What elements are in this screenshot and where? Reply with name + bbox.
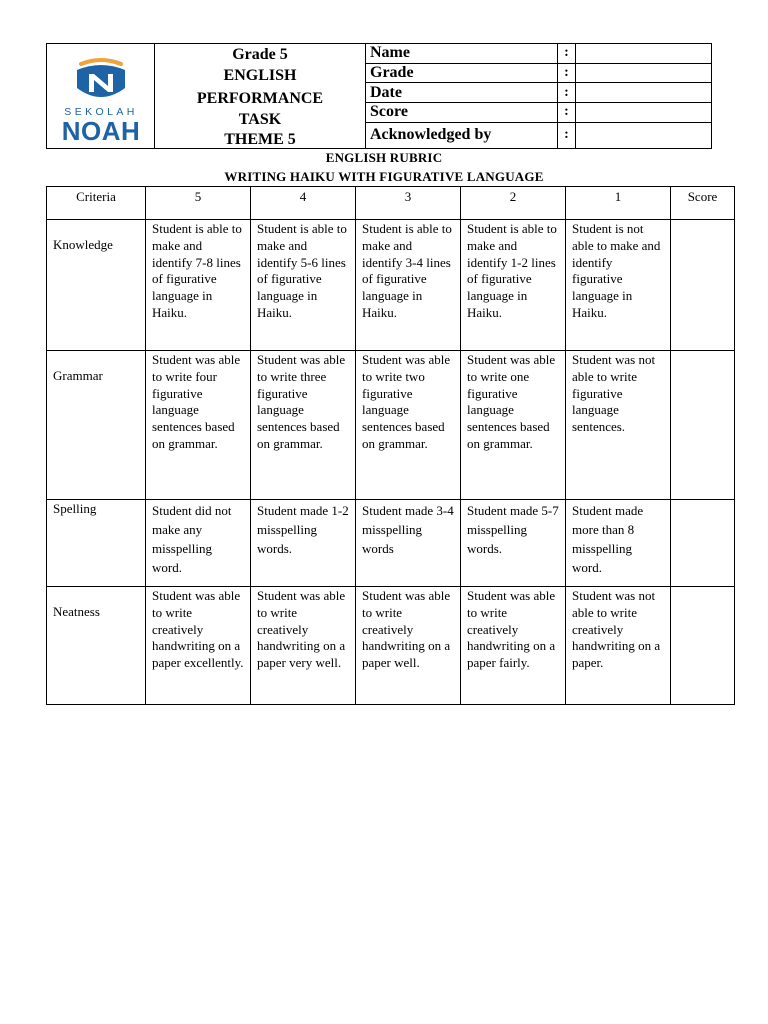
rubric-row-neatness xyxy=(47,587,735,705)
column-header-score: Score xyxy=(671,187,735,220)
rubric-cell: Student is able to make and identify 7-8 lines of figurative language in Haiku. xyxy=(146,220,251,351)
rubric-cell: Student was able to write creatively handwriting on a paper excellently. xyxy=(146,587,251,705)
rubric-cell: Student made more than 8 misspelling word. xyxy=(566,500,671,587)
rubric-cell: Student made 5-7 misspelling words. xyxy=(461,500,566,587)
score-cell-knowledge[interactable] xyxy=(671,220,735,351)
rubric-row-spelling xyxy=(47,500,735,587)
header-table xyxy=(46,43,712,149)
grade-title: Grade 5 xyxy=(232,46,288,63)
rubric-subtitle: WRITING HAIKU WITH FIGURATIVE LANGUAGE xyxy=(224,169,544,184)
info-row-score xyxy=(366,103,711,123)
date-field[interactable] xyxy=(576,83,711,102)
grade-field[interactable] xyxy=(576,64,711,83)
rubric-row-grammar xyxy=(47,351,735,500)
student-info-cell xyxy=(366,44,711,148)
score-colon: : xyxy=(558,103,576,122)
logo-noah-text: NOAH xyxy=(61,116,141,146)
rubric-cell: Student was able to write creatively handwriting on a paper fairly. xyxy=(461,587,566,705)
task-title: TASK xyxy=(238,110,282,128)
info-row-acknowledged xyxy=(366,123,711,148)
acknowledged-field[interactable] xyxy=(576,123,711,148)
rubric-cell: Student made 1-2 misspelling words. xyxy=(251,500,356,587)
rubric-title: ENGLISH RUBRIC xyxy=(325,150,443,165)
date-colon: : xyxy=(558,83,576,102)
criterion-knowledge: Knowledge xyxy=(47,220,146,351)
criterion-spelling: Spelling xyxy=(47,500,146,587)
column-header-1: 1 xyxy=(566,187,671,220)
rubric-cell: Student did not make any misspelling word. xyxy=(146,500,251,587)
name-label: Name xyxy=(366,44,558,63)
rubric-cell: Student was able to write creatively handwriting on a paper well. xyxy=(356,587,461,705)
rubric-cell: Student was able to write creatively handwriting on a paper very well. xyxy=(251,587,356,705)
rubric-cell: Student was able to write two figurative language sentences based on grammar. xyxy=(356,351,461,500)
name-field[interactable] xyxy=(576,44,711,63)
column-header-3: 3 xyxy=(356,187,461,220)
rubric-header-row xyxy=(47,187,735,220)
logo-sekolah-text: SEKOLAH xyxy=(64,106,138,118)
rubric-cell: Student is able to make and identify 5-6 lines of figurative language in Haiku. xyxy=(251,220,356,351)
rubric-cell: Student was able to write one figurative language sentences based on grammar. xyxy=(461,351,566,500)
info-row-grade xyxy=(366,64,711,84)
rubric-cell: Student is able to make and identify 1-2 lines of figurative language in Haiku. xyxy=(461,220,566,351)
column-header-2: 2 xyxy=(461,187,566,220)
grade-colon: : xyxy=(558,64,576,83)
column-header-5: 5 xyxy=(146,187,251,220)
rubric-cell: Student was not able to write creatively handwriting on a paper. xyxy=(566,587,671,705)
theme-title: THEME 5 xyxy=(224,131,296,148)
rubric-cell: Student was not able to write figurative language sentences. xyxy=(566,351,671,500)
criterion-grammar: Grammar xyxy=(47,351,146,500)
logo-cell xyxy=(47,44,155,148)
rubric-row-knowledge xyxy=(47,220,735,351)
info-row-name xyxy=(366,44,711,64)
school-logo xyxy=(53,54,149,146)
name-colon: : xyxy=(558,44,576,63)
subject-title: ENGLISH xyxy=(223,66,297,84)
score-cell-spelling[interactable] xyxy=(671,500,735,587)
rubric-cell: Student was able to write four figurative language sentences based on grammar. xyxy=(146,351,251,500)
acknowledged-colon: : xyxy=(558,123,576,148)
grade-label: Grade xyxy=(366,64,558,83)
score-cell-grammar[interactable] xyxy=(671,351,735,500)
acknowledged-label: Acknowledged by xyxy=(366,123,558,148)
score-label: Score xyxy=(366,103,558,122)
criterion-neatness: Neatness xyxy=(47,587,146,705)
noah-emblem-icon xyxy=(53,54,149,106)
info-row-date xyxy=(366,83,711,103)
date-label: Date xyxy=(366,83,558,102)
rubric-cell: Student is not able to make and identify figurative language in Haiku. xyxy=(566,220,671,351)
rubric-cell: Student made 3-4 misspelling words xyxy=(356,500,461,587)
rubric-cell: Student is able to make and identify 3-4 lines of figurative language in Haiku. xyxy=(356,220,461,351)
performance-title: PERFORMANCE xyxy=(196,90,324,107)
column-header-criteria: Criteria xyxy=(47,187,146,220)
score-cell-neatness[interactable] xyxy=(671,587,735,705)
column-header-4: 4 xyxy=(251,187,356,220)
task-title-cell xyxy=(155,44,366,148)
rubric-cell: Student was able to write three figurative language sentences based on grammar. xyxy=(251,351,356,500)
score-field[interactable] xyxy=(576,103,711,122)
rubric-table xyxy=(46,186,735,705)
